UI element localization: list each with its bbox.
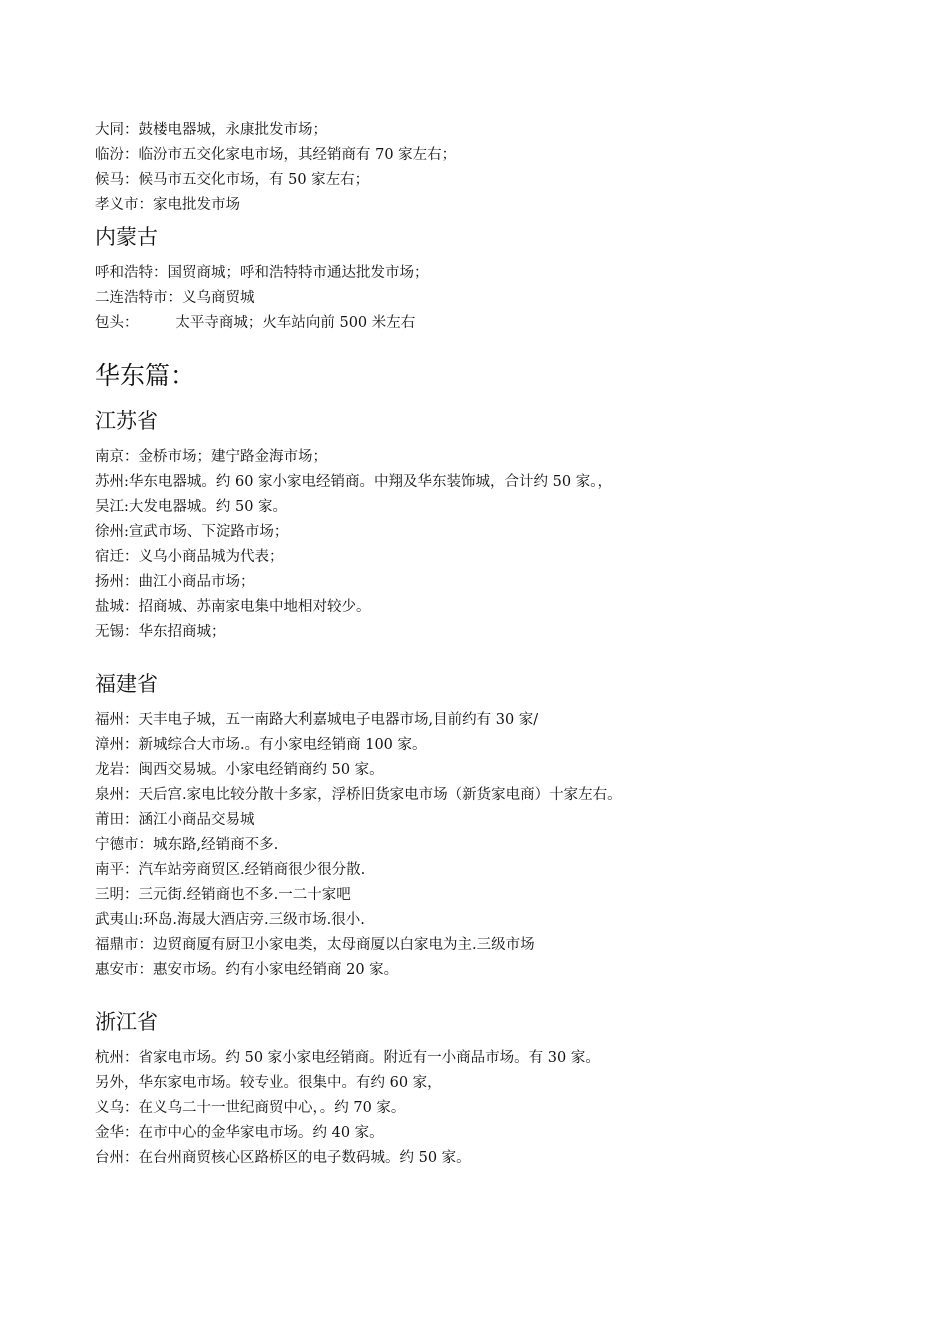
zhejiang-list [95, 1046, 895, 1171]
list-item: 二连浩特市：义乌商贸城 [95, 290, 255, 306]
list-item: 台州：在台州商贸核心区路桥区的电子数码城。约 50 家。 [95, 1150, 471, 1166]
list-item: 扬州：曲江小商品市场； [95, 574, 255, 590]
shanxi-list [95, 118, 895, 218]
list-item: 宁德市：城东路,经销商不多. [95, 837, 279, 853]
heading-huadong: 华东篇： [95, 361, 196, 390]
list-item: 莆田：涵江小商品交易城 [95, 812, 255, 828]
neimenggu-list [95, 261, 895, 336]
list-item: 南平：汽车站旁商贸区.经销商很少很分散. [95, 862, 366, 878]
list-item: 福鼎市：边贸商厦有厨卫小家电类，太母商厦以白家电为主.三级市场 [95, 937, 535, 953]
list-item: 另外，华东家电市场。较专业。很集中。有约 60 家， [95, 1075, 442, 1091]
list-item: 惠安市：惠安市场。约有小家电经销商 20 家。 [95, 962, 399, 978]
list-item: 福州：天丰电子城，五一南路大利嘉城电子电器市场,目前约有 30 家/ [95, 712, 539, 728]
list-item: 包头： 太平寺商城；火车站向前 500 米左右 [95, 315, 416, 331]
list-item: 泉州：天后宫.家电比较分散十多家，浮桥旧货家电市场（新货家电商）十家左右。 [95, 787, 622, 803]
list-item: 漳州：新城综合大市场.。有小家电经销商 100 家。 [95, 737, 427, 753]
document-page [95, 118, 895, 1171]
list-item: 无锡：华东招商城； [95, 624, 226, 640]
list-item: 金华：在市中心的金华家电市场。约 40 家。 [95, 1125, 384, 1141]
heading-jiangsu: 江苏省 [95, 409, 158, 433]
list-item: 义乌：在义乌二十一世纪商贸中心，。约 70 家。 [95, 1100, 406, 1116]
jiangsu-list [95, 445, 895, 645]
list-item: 吴江:大发电器城。约 50 家。 [95, 499, 288, 515]
heading-neimenggu: 内蒙古 [95, 225, 158, 249]
fujian-list [95, 708, 895, 983]
list-item: 候马：候马市五交化市场，有 50 家左右； [95, 172, 370, 188]
list-item: 南京：金桥市场；建宁路金海市场； [95, 449, 327, 465]
list-item: 苏州:华东电器城。约 60 家小家电经销商。中翔及华东装饰城，合计约 50 家。， [95, 474, 612, 490]
list-item: 三明：三元街.经销商也不多.一二十家吧 [95, 887, 351, 903]
heading-zhejiang: 浙江省 [95, 1010, 158, 1034]
list-item: 龙岩：闽西交易城。小家电经销商约 50 家。 [95, 762, 384, 778]
list-item: 盐城：招商城、苏南家电集中地相对较少。 [95, 599, 371, 615]
list-item: 武夷山:环岛.海晟大酒店旁.三级市场.很小. [95, 912, 365, 928]
list-item: 临汾：临汾市五交化家电市场，其经销商有 70 家左右； [95, 147, 457, 163]
list-item: 大同：鼓楼电器城，永康批发市场； [95, 122, 327, 138]
list-item: 宿迁：义乌小商品城为代表； [95, 549, 284, 565]
list-item: 呼和浩特：国贸商城；呼和浩特特市通达批发市场； [95, 265, 429, 281]
list-item: 徐州:宣武市场、下淀路市场； [95, 524, 289, 540]
heading-fujian: 福建省 [95, 672, 158, 696]
list-item: 杭州：省家电市场。约 50 家小家电经销商。附近有一小商品市场。有 30 家。 [95, 1050, 600, 1066]
list-item: 孝义市：家电批发市场 [95, 197, 240, 213]
